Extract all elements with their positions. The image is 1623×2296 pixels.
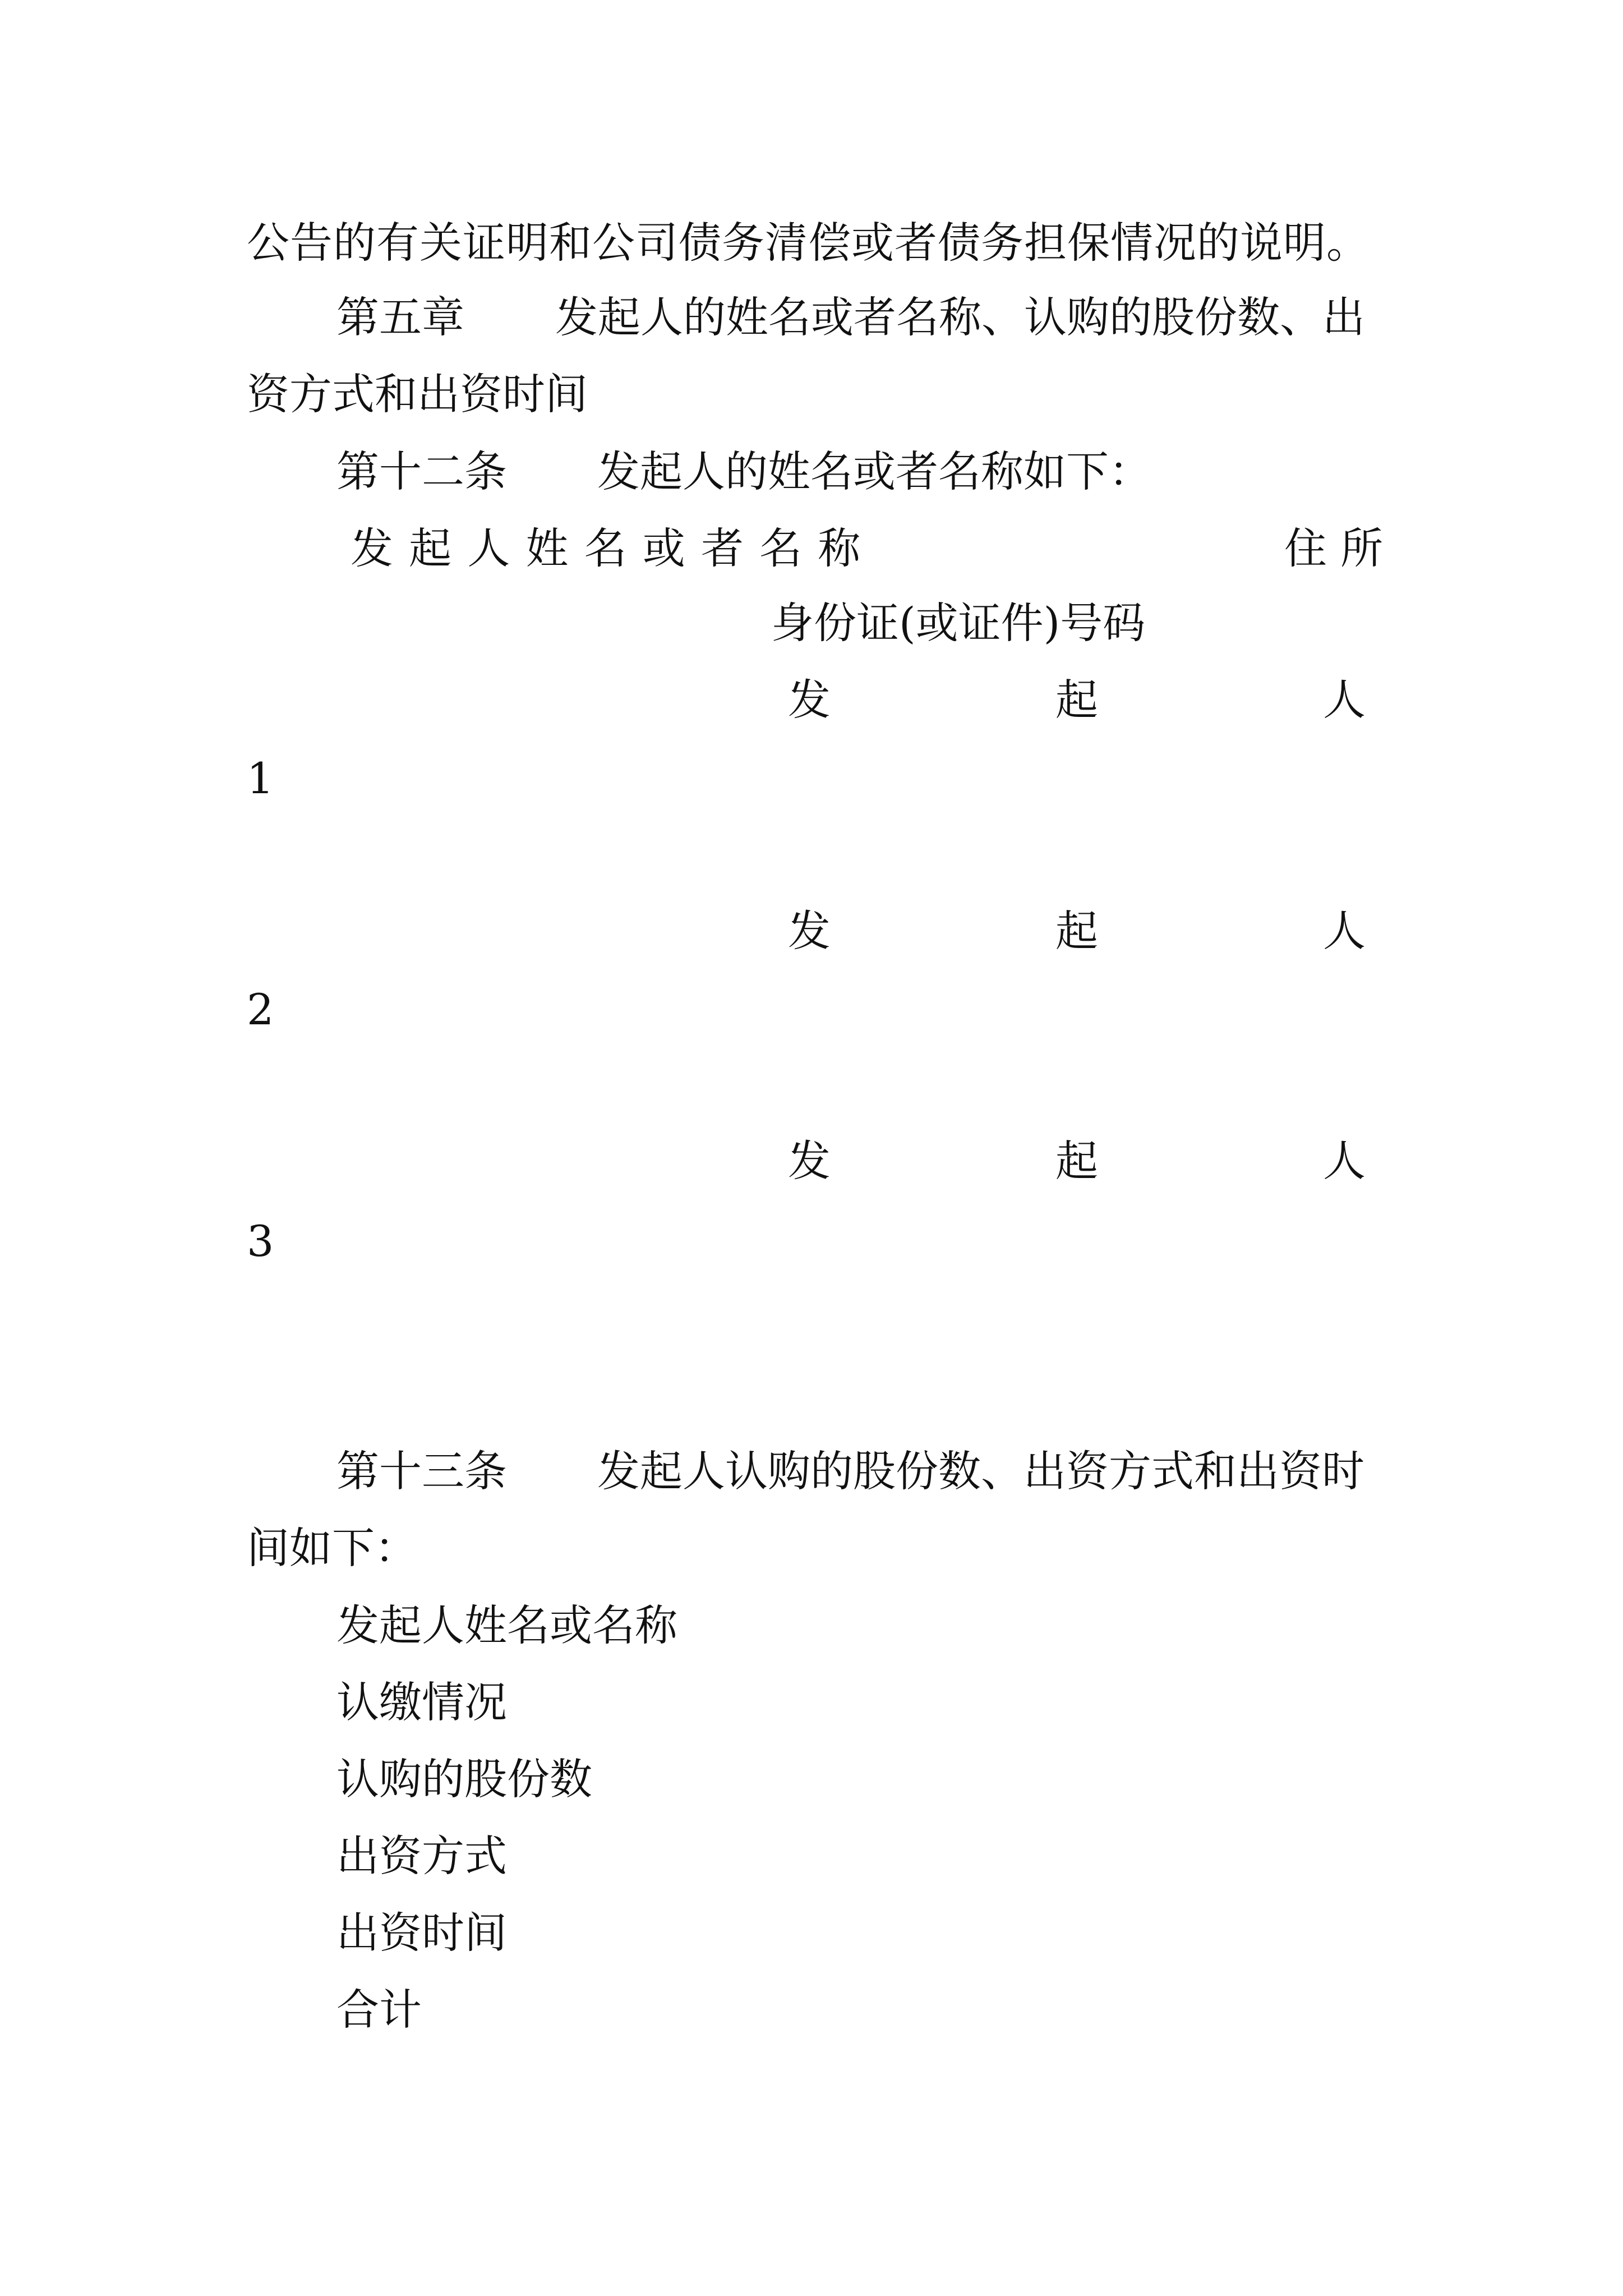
cell-2: 起 bbox=[1055, 906, 1098, 956]
table12-row-cells bbox=[788, 675, 1366, 725]
chapter5-heading: 第五章 bbox=[336, 292, 464, 342]
table13-header: 出资时间 bbox=[336, 1908, 507, 1958]
row-number: 1 bbox=[247, 753, 274, 803]
continued-paragraph: 公告的有关证明和公司债务清偿或者债务担保情况的说明。 bbox=[247, 218, 1370, 268]
table13-header: 认缴情况 bbox=[336, 1677, 507, 1727]
row-number: 3 bbox=[247, 1216, 274, 1266]
table13-header: 发起人姓名或名称 bbox=[336, 1600, 677, 1650]
cell-3: 人 bbox=[1323, 1136, 1366, 1186]
cell-1: 发 bbox=[788, 675, 831, 725]
table13-header: 合计 bbox=[336, 1985, 422, 2035]
cell-1: 发 bbox=[788, 906, 831, 956]
cell-1: 发 bbox=[788, 1136, 831, 1186]
cell-3: 人 bbox=[1323, 675, 1366, 725]
table13-header: 出资方式 bbox=[336, 1831, 507, 1881]
table12-row-cells bbox=[788, 1136, 1366, 1186]
row-number: 2 bbox=[247, 984, 274, 1034]
article13-text-line2: 间如下： bbox=[247, 1523, 417, 1573]
chapter5-title-line1: 发起人的姓名或者名称、认购的股份数、出 bbox=[555, 292, 1365, 342]
article13-label: 第十三条 bbox=[336, 1446, 507, 1496]
table12-header-name: 发 起 人 姓 名 或 者 名 称 bbox=[351, 523, 862, 573]
cell-2: 起 bbox=[1055, 1136, 1098, 1186]
article13-text-line1: 发起人认购的股份数、出资方式和出资时 bbox=[597, 1446, 1364, 1496]
cell-3: 人 bbox=[1323, 906, 1366, 956]
table12-row-cells bbox=[788, 906, 1366, 956]
table12-header-id: 身份证(或证件)号码 bbox=[771, 598, 1146, 648]
table13-header: 认购的股份数 bbox=[336, 1754, 592, 1804]
chapter5-title-line2: 资方式和出资时间 bbox=[247, 369, 588, 419]
article12-text: 发起人的姓名或者名称如下： bbox=[597, 447, 1151, 496]
table12-header-address: 住 所 bbox=[1284, 523, 1384, 573]
article12-label: 第十二条 bbox=[336, 447, 507, 496]
cell-2: 起 bbox=[1055, 675, 1098, 725]
